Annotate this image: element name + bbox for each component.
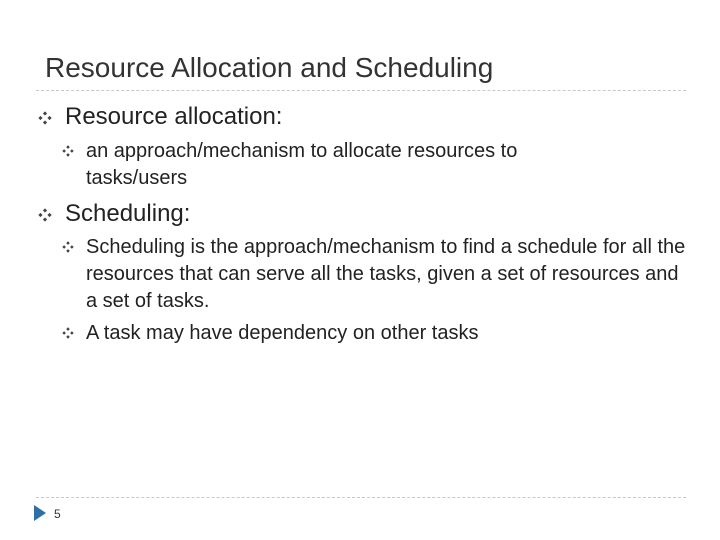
bullet-text: Resource allocation: xyxy=(65,103,283,130)
sub-bullet-text: A task may have dependency on other tasks xyxy=(86,322,479,344)
footer-divider xyxy=(36,497,686,498)
sub-bullet-text: Scheduling is the approach/mechanism to find a schedule for all the resources that can serve all the tasks, given a set of resources and a set of tasks. xyxy=(86,236,686,312)
page-marker-icon xyxy=(34,505,46,521)
four-diamond-bullet-icon xyxy=(62,145,74,157)
sub-bullet-text: an approach/mechanism to allocate resources to tasks/users xyxy=(86,140,518,189)
page-number: 5 xyxy=(54,507,61,521)
four-diamond-bullet-icon xyxy=(62,241,74,253)
slide-title: Resource Allocation and Scheduling xyxy=(45,52,494,83)
four-diamond-bullet-icon xyxy=(38,111,52,125)
four-diamond-bullet-icon xyxy=(38,208,52,222)
four-diamond-bullet-icon xyxy=(62,327,74,339)
title-divider xyxy=(36,90,686,91)
bullet-text: Scheduling: xyxy=(65,200,191,227)
